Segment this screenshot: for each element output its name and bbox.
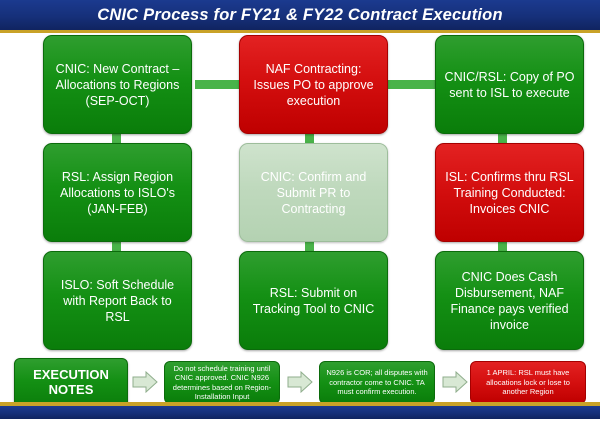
footer-bar [0,406,600,419]
arrow-right-icon-3 [442,371,468,393]
arrow-right-icon-1 [132,371,158,393]
flow-box-col2-row3[interactable]: RSL: Submit on Tracking Tool to CNIC [239,251,388,350]
execution-note-3[interactable]: 1 APRIL: RSL must have allocations lock or lose to another Region [470,361,586,404]
flow-box-col2-row2[interactable]: CNIC: Confirm and Submit PR to Contracting [239,143,388,242]
connector-row1-col2-col3 [385,80,440,89]
flow-box-col1-row1[interactable]: CNIC: New Contract – Allocations to Regions (SEP-OCT) [43,35,192,134]
flow-box-col3-row2[interactable]: ISL: Confirms thru RSL Training Conducted: Invoices CNIC [435,143,584,242]
execution-note-1[interactable]: Do not schedule training until CNIC approved. CNIC N926 determines based on Region-Installation Input [164,361,280,404]
execution-notes-label: EXECUTION NOTES [14,358,128,408]
connector-row1-col1-col2 [195,80,245,89]
flow-box-col3-row1[interactable]: CNIC/RSL: Copy of PO sent to ISL to execute [435,35,584,134]
diagram-canvas [0,33,600,427]
flow-box-col1-row3[interactable]: ISLO: Soft Schedule with Report Back to RSL [43,251,192,350]
flow-box-col3-row3[interactable]: CNIC Does Cash Disbursement, NAF Finance pays verified invoice [435,251,584,350]
execution-note-2[interactable]: N926 is COR; all disputes with contractor come to CNIC. TA must confirm execution. [319,361,435,404]
page-title: CNIC Process for FY21 & FY22 Contract Execution [97,5,503,24]
flow-box-col1-row2[interactable]: RSL: Assign Region Allocations to ISLO's (JAN-FEB) [43,143,192,242]
flow-box-col2-row1[interactable]: NAF Contracting: Issues PO to approve execution [239,35,388,134]
arrow-right-icon-2 [287,371,313,393]
